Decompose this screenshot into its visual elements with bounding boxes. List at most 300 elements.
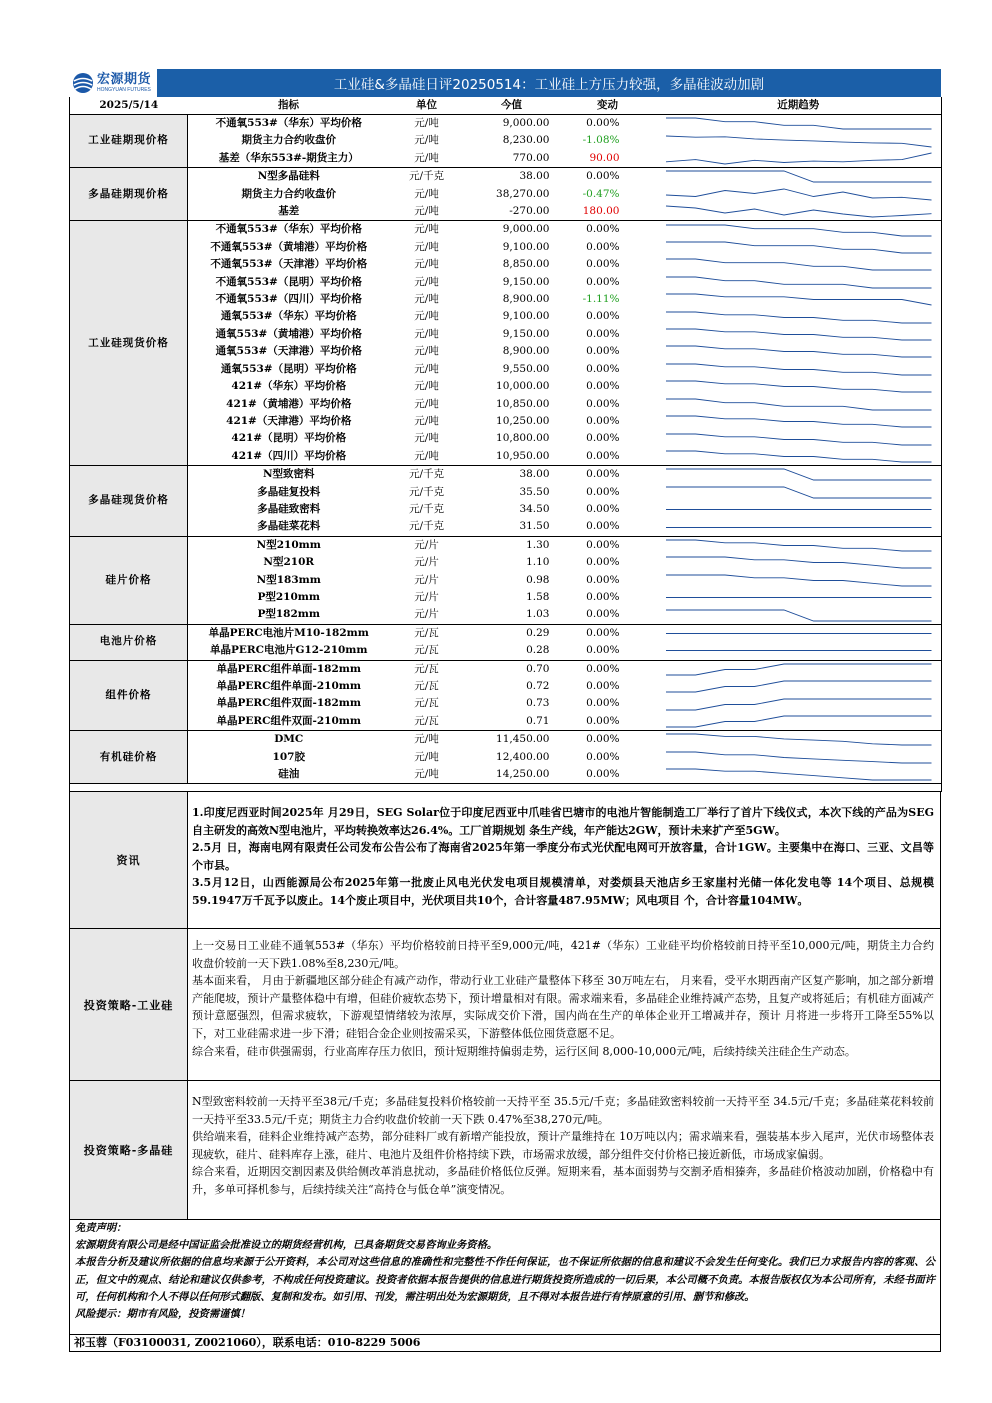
news-section [69,791,941,929]
trend-sparkline [662,484,936,501]
value-cell: 9,550.00 [502,362,550,375]
author-ids: （F03100031, Z0021060） [107,1336,262,1349]
risk-warning: 风险提示：期市有风险，投资需谨慎！ [75,1308,251,1321]
author-line [69,1334,941,1352]
change-cell: 0.00% [586,258,620,271]
table-row [70,448,942,466]
change-cell: 0.00% [586,502,620,515]
indicator-name: 421#（黄埔港）平均价格 [226,397,352,410]
sparkline-cell [656,660,942,678]
change-cell: 0.00% [560,660,656,678]
change-cell: 0.00% [560,624,656,642]
disclaimer [69,1219,941,1335]
sparkline-cell [656,554,942,571]
table-row [70,361,942,378]
change-cell: -0.47% [582,187,620,200]
value-cell: 1.03 [526,608,550,621]
trend-sparkline [662,678,936,695]
trend-line [665,716,931,727]
trend-line [665,610,931,621]
trend-sparkline [662,448,936,465]
trend-sparkline [662,361,936,378]
sparkline-cell [656,731,942,749]
sparkline-cell [656,132,942,149]
value-cell: 0.70 [464,660,560,678]
trend-line [665,557,931,568]
table-row [70,660,942,678]
sparkline-cell [656,572,942,589]
indicator-name: 421#（华东）平均价格 [231,380,347,393]
unit-cell: 元/吨 [414,151,439,164]
news-item: 3.5月12日，山西能源局公布2025年第一批废止风电光伏发电项目规模清单，对娄烦县天池店乡王家崖村光储一体化发电等 14个项目、总规模59.1947万千瓦予以废止。14个废止项目中，光伏项目共10个，合计容量487.95MW；风电项目 个，合计容量104MW。 [192,876,934,907]
trend-line [665,681,931,692]
unit-cell: 元/吨 [390,731,464,749]
sparkline-cell [656,766,942,784]
change-cell: 0.00% [586,380,620,393]
trend-line [665,769,931,780]
change-cell: 0.00% [586,520,620,533]
indicator-name: P型210mm [257,590,321,603]
logo-mark-icon [71,72,95,94]
change-cell: 180.00 [582,205,620,218]
trend-sparkline [662,413,936,430]
trend-line [665,399,931,410]
unit-cell: 元/瓦 [390,660,464,678]
value-cell: 1.58 [526,590,550,603]
change-cell: 0.00% [586,432,620,445]
indicator-name: 单晶PERC电池片G12-210mm [209,644,368,657]
table-row [70,624,942,642]
value-cell: 1.10 [526,556,550,569]
change-cell: 0.00% [586,414,620,427]
unit-cell: 元/吨 [390,221,464,239]
trend-sparkline [662,168,936,185]
change-cell: 0.00% [586,485,620,498]
value-cell: 8,900.00 [502,293,550,306]
table-row [70,256,942,273]
trend-sparkline [662,749,936,766]
table-row [70,501,942,518]
value-cell: 0.73 [526,697,550,710]
table-row [70,695,942,712]
value-cell: 9,000.00 [464,221,560,239]
sparkline-cell [656,448,942,466]
trend-sparkline [662,150,936,167]
trend-sparkline [662,431,936,448]
trend-sparkline [662,713,936,730]
strategy-paragraph: 上一交易日工业硅不通氧553#（华东）平均价格较前日持平至9,000元/吨，421#（华东）工业硅平均价格较前日持平至10,000元/吨，期货主力合约收盘价较前一天下跌1.08%至8,230元/吨。 [192,939,934,970]
table-row [70,766,942,784]
sparkline-cell [656,749,942,766]
trend-line [665,487,931,498]
value-cell: -270.00 [509,205,550,218]
trend-line [665,242,931,253]
value-cell: 9,000.00 [464,115,560,133]
unit-cell: 元/吨 [414,187,439,200]
sparkline-cell [656,361,942,378]
trend-line [665,294,931,305]
change-cell: 0.00% [586,768,620,781]
table-row [70,291,942,308]
indicator-name: 单晶PERC组件双面-210mm [216,714,361,727]
table-row [70,678,942,695]
change-cell: 0.00% [586,327,620,340]
unit-cell: 元/吨 [414,240,439,253]
sparkline-cell [656,413,942,430]
trend-line [665,364,931,375]
indicator-name: 不通氧553#（天津港）平均价格 [210,258,368,271]
change-cell: 0.00% [586,644,620,657]
table-header-row [70,97,942,115]
category-label: 多晶硅期现价格 [70,168,188,221]
strategy-si-body [188,929,940,1080]
indicator-name: 多晶硅菜花料 [257,520,321,533]
table-row [70,731,942,749]
trend-line [665,752,931,763]
news-item: 2.5月 日，海南电网有限责任公司发布公告公布了海南省2025年第一季度分布式光伏配电网可开放容量，合计1GW。主要集中在海口、三亚、文昌等 个市县。 [192,841,934,872]
change-cell: 0.00% [586,714,620,727]
category-label: 工业硅期现价格 [70,115,188,168]
value-cell: 12,400.00 [496,750,550,763]
trend-sparkline [662,466,936,483]
trend-sparkline [662,589,936,606]
unit-cell: 元/片 [414,590,439,603]
value-cell: 0.28 [526,644,550,657]
trend-line [665,118,931,129]
trend-sparkline [662,239,936,256]
table-row [70,274,942,291]
change-cell: -1.08% [582,134,620,147]
author-contact: ，联系电话：010-8229 5006 [261,1336,421,1349]
value-cell: 34.50 [519,502,550,515]
indicator-name: DMC [188,731,390,749]
value-cell: 8,850.00 [502,258,550,271]
change-cell: 0.00% [560,536,656,554]
indicator-name: N型210R [263,556,315,569]
trend-sparkline [662,696,936,713]
trend-sparkline [662,274,936,291]
trend-line [665,329,931,340]
trend-line [665,153,931,164]
indicator-name: 107胶 [272,750,305,763]
change-cell: 0.00% [586,556,620,569]
indicator-name: 通氧553#（华东）平均价格 [220,310,357,323]
value-cell: 11,450.00 [464,731,560,749]
table-row [70,642,942,660]
trend-sparkline [662,326,936,343]
indicator-name: 421#（昆明）平均价格 [231,432,347,445]
col-change-header: 变动 [560,97,656,115]
sparkline-cell [656,589,942,606]
unit-cell: 元/吨 [414,750,439,763]
change-cell: 0.00% [586,362,620,375]
unit-cell: 元/片 [414,573,439,586]
value-cell: 0.72 [526,680,550,692]
table-row [70,413,942,430]
indicator-name: P型182mm [257,608,321,621]
value-cell: 14,250.00 [496,768,550,781]
author-name: 祁玉蓉 [74,1336,107,1349]
value-cell: 9,100.00 [502,240,550,253]
table-row [70,343,942,360]
news-body [188,792,940,928]
value-cell: 9,100.00 [502,310,550,323]
strategy-poly-body [188,1081,940,1219]
trend-sparkline [662,766,936,783]
indicator-name: 不通氧553#（四川）平均价格 [215,293,362,306]
trend-sparkline [662,222,936,239]
trend-line [665,225,931,236]
change-cell: 0.00% [586,310,620,323]
logo-en-text: HONGYUAN FUTURES [97,87,151,93]
value-cell: 1.30 [464,536,560,554]
sparkline-cell [656,308,942,325]
trend-line [665,189,931,200]
unit-cell: 元/吨 [414,345,439,358]
change-cell: 0.00% [586,590,620,603]
category-label: 硅片价格 [70,536,188,624]
trend-line [665,206,931,217]
unit-cell: 元/吨 [414,275,439,288]
col-unit-header: 单位 [390,97,464,115]
unit-cell: 元/千克 [390,466,464,484]
strategy-poly-label: 投资策略-多晶硅 [70,1081,188,1219]
strategy-paragraph: N型致密料较前一天持平至38元/千克；多晶硅复投料价格较前一天持平至 35.5元/千克；多晶硅致密料较前一天持平至 34.5元/千克；多晶硅菜花料较前一天持平至33.5元/千克；期货主力合约收盘价较前一天下跌 0.47%至38,270元/吨。 [192,1095,934,1126]
value-cell: 38.00 [464,466,560,484]
news-label: 资讯 [70,792,188,928]
indicator-name: 基差 [278,205,300,218]
trend-line [665,277,931,288]
unit-cell: 元/吨 [414,258,439,271]
sparkline-cell [656,239,942,256]
unit-cell: 元/千克 [408,502,445,515]
trend-sparkline [662,309,936,326]
unit-cell: 元/吨 [414,362,439,375]
trend-line [665,434,931,445]
indicator-name: 不通氧553#（昆明）平均价格 [215,275,362,288]
unit-cell: 元/吨 [414,205,439,218]
trend-line [665,469,931,480]
unit-cell: 元/瓦 [414,680,439,692]
sparkline-cell [656,518,942,536]
indicator-name: 期货主力合约收盘价 [241,187,336,200]
sparkline-cell [656,713,942,731]
strategy-paragraph: 基本面来看， 月由于新疆地区部分硅企有减产动作，带动行业工业硅产量整体下移至 30万吨左右， 月来看，受平水期西南产区复产影响，加之部分新增产能爬坡，预计产量整体稳中有增，但硅价疲软态势下，预计增量相对有限。需求端来看，多晶硅企业维持减产态势，且复产或将延后；有机硅方面减产预计意愿强烈，但需求疲软，下游观望情绪较为浓厚，实际成交价下滑，国内尚在生产的单体企业开工增减并存，预计 月将进一步将开工降至55%以下，对工业硅需求进一步下滑；硅铝合金企业则按需采买，下游整体低位囤货意愿不足。 [192,974,934,1040]
indicator-name: N型210mm [188,536,390,554]
value-cell: 10,250.00 [496,414,550,427]
unit-cell: 元/千克 [408,520,445,533]
strategy-paragraph: 综合来看，硅市供强需弱，行业高库存压力依旧，预计短期维持偏弱走势，运行区间 8,000-10,000元/吨，后续持续关注硅企生产动态。 [192,1044,856,1058]
trend-sparkline [662,537,936,554]
strategy-paragraph: 综合来看，近期因交割因素及供给侧改革消息扰动，多晶硅价格低位反弹。短期来看，基本面弱势与交割矛盾相獉奔，多晶硅价格波动加剧，价格稳中有升，多单可择机参与，后续持续关注“高持仓与低仓单”演变情况。 [192,1165,934,1196]
sparkline-cell [656,203,942,221]
trend-sparkline [662,291,936,308]
unit-cell: 元/吨 [414,397,439,410]
unit-cell: 元/瓦 [414,697,439,710]
indicator-name: 通氧553#（昆明）平均价格 [220,362,357,375]
value-cell: 9,150.00 [502,275,550,288]
change-cell: 0.00% [586,608,620,621]
trend-sparkline [662,396,936,413]
value-cell: 10,950.00 [496,449,550,462]
unit-cell: 元/吨 [414,768,439,781]
sparkline-cell [656,678,942,695]
table-row [70,572,942,589]
table-row [70,606,942,624]
value-cell: 8,230.00 [502,134,550,147]
sparkline-cell [656,150,942,168]
indicator-name: 不通氧553#（黄埔港）平均价格 [210,240,368,253]
table-row [70,378,942,395]
unit-cell: 元/吨 [414,380,439,393]
table-row [70,132,942,149]
sparkline-cell [656,274,942,291]
table-row [70,221,942,239]
company-logo [69,69,157,97]
change-cell: 0.00% [560,115,656,133]
indicator-name: 421#（天津港）平均价格 [226,414,352,427]
col-trend-header: 近期趋势 [656,97,942,115]
sparkline-cell [656,642,942,660]
unit-cell: 元/瓦 [390,624,464,642]
change-cell: 0.00% [560,221,656,239]
trend-sparkline [662,642,936,659]
value-cell: 10,000.00 [496,380,550,393]
trend-line [665,136,931,147]
table-row [70,239,942,256]
logo-cn-text: 宏源期货 [97,72,152,87]
unit-cell: 元/片 [414,556,439,569]
report-frame [69,69,941,1351]
unit-cell: 元/吨 [414,293,439,306]
sparkline-cell [656,168,942,186]
sparkline-cell [656,624,942,642]
table-row [70,115,942,133]
indicator-name: 基差（华东553#-期货主力） [218,151,359,164]
unit-cell: 元/吨 [414,310,439,323]
table-row [70,484,942,501]
indicator-name: 单晶PERC组件单面-210mm [216,680,361,692]
change-cell: 0.00% [586,750,620,763]
trend-sparkline [662,343,936,360]
unit-cell: 元/吨 [414,414,439,427]
indicator-name: 硅油 [278,768,300,781]
change-cell: 0.00% [560,466,656,484]
change-cell: 0.00% [586,573,620,586]
table-row [70,536,942,554]
value-cell: 770.00 [512,151,550,164]
sparkline-cell [656,378,942,395]
table-row [70,396,942,413]
value-cell: 35.50 [519,485,550,498]
sparkline-cell [656,256,942,273]
change-cell: 0.00% [586,345,620,358]
table-row [70,518,942,536]
table-row [70,554,942,571]
change-cell: 0.00% [586,680,620,692]
trend-sparkline [662,115,936,132]
table-row [70,589,942,606]
trend-sparkline [662,256,936,273]
indicator-name: 多晶硅致密料 [257,502,321,515]
unit-cell: 元/吨 [414,432,439,445]
indicator-name: 单晶PERC组件双面-182mm [216,697,361,710]
trend-sparkline [662,572,936,589]
indicator-name: N型致密料 [188,466,390,484]
table-row [70,150,942,168]
change-cell: 0.00% [586,697,620,710]
sparkline-cell [656,606,942,624]
trend-sparkline [662,661,936,678]
strategy-si-section [69,928,941,1081]
strategy-poly-section [69,1080,941,1220]
col-value-header: 今值 [464,97,560,115]
category-label: 多晶硅现货价格 [70,466,188,537]
sparkline-cell [656,466,942,484]
trend-sparkline [662,186,936,203]
sparkline-cell [656,484,942,501]
indicator-name: 通氧553#（天津港）平均价格 [215,345,362,358]
value-cell: 0.29 [464,624,560,642]
change-cell: 0.00% [560,168,656,186]
table-row [70,186,942,203]
change-cell: 90.00 [589,151,620,164]
disclaimer-paragraph: 本报告分析及建议所依据的信息均来源于公开资料，本公司对这些信息的准确性和完整性不作任何保证，也不保证所依据的信息和建议不会发生任何变化。我们已力求报告内容的客观、公正，但文中的观点、结论和建议仅供参考，不构成任何投资建议。投资者依据本报告提供的信息进行期货投资所造成的一切后果，本公司概不负责。本报告版权仅为本公司所有，未经书面许可，任何机构和个人不得以任何形式翻版、复制和发布。如引用、刊发，需注明出处为宏源期货，且不得对本报告进行有悖原意的引用、删节和修改。 [75,1256,935,1303]
table-row [70,203,942,221]
trend-line [665,575,931,586]
trend-sparkline [662,625,936,642]
table-row [70,713,942,731]
unit-cell: 元/吨 [414,449,439,462]
value-cell: 0.98 [526,573,550,586]
sparkline-cell [656,536,942,554]
sparkline-cell [656,501,942,518]
report-title: 工业硅&多晶硅日评20250514：工业硅上方压力较强，多晶硅波动加剧 [157,69,941,97]
report-date: 2025/5/14 [70,97,188,115]
trend-line [665,664,931,675]
change-cell: -1.11% [582,293,620,306]
trend-sparkline [662,378,936,395]
table-row [70,430,942,447]
indicator-name: 通氧553#（黄埔港）平均价格 [215,327,362,340]
trend-sparkline [662,203,936,220]
table-row [70,749,942,766]
trend-line [665,312,931,323]
unit-cell: 元/吨 [414,327,439,340]
value-cell: 10,800.00 [496,432,550,445]
indicator-name: 不通氧553#（华东）平均价格 [188,221,390,239]
table-row [70,168,942,186]
trend-line [665,540,931,551]
change-cell: 0.00% [586,240,620,253]
strategy-paragraph: 供给端来看，硅料企业维持减产态势，部分硅料厂或有新增产能投放，预计产量维持在 10万吨以内；需求端来看，强装基本步入尾声，光伏市场整体表现疲软，硅片、硅料库存上涨，硅片、电池片及组件价格持续下跌，市场需求放缓，部分组件交付价格已接近新低，市场成家偏弱。 [192,1130,934,1161]
category-label: 电池片价格 [70,624,188,660]
indicator-name: 单晶PERC电池片M10-182mm [188,624,390,642]
trend-sparkline [662,554,936,571]
indicator-name: 单晶PERC组件单面-182mm [188,660,390,678]
change-cell: 0.00% [560,731,656,749]
indicator-name: 多晶硅复投料 [257,485,321,498]
trend-sparkline [662,731,936,748]
trend-line [665,259,931,270]
unit-cell: 元/千克 [408,485,445,498]
strategy-si-label: 投资策略-工业硅 [70,929,188,1080]
indicator-name: 421#（四川）平均价格 [231,449,347,462]
disclaimer-paragraph: 宏源期货有限公司是经中国证监会批准设立的期货经营机构，已具备期货交易咨询业务资格。 [75,1239,498,1252]
indicator-name: N型183mm [256,573,321,586]
value-cell: 38,270.00 [496,187,550,200]
indicator-name: N型多晶硅料 [188,168,390,186]
